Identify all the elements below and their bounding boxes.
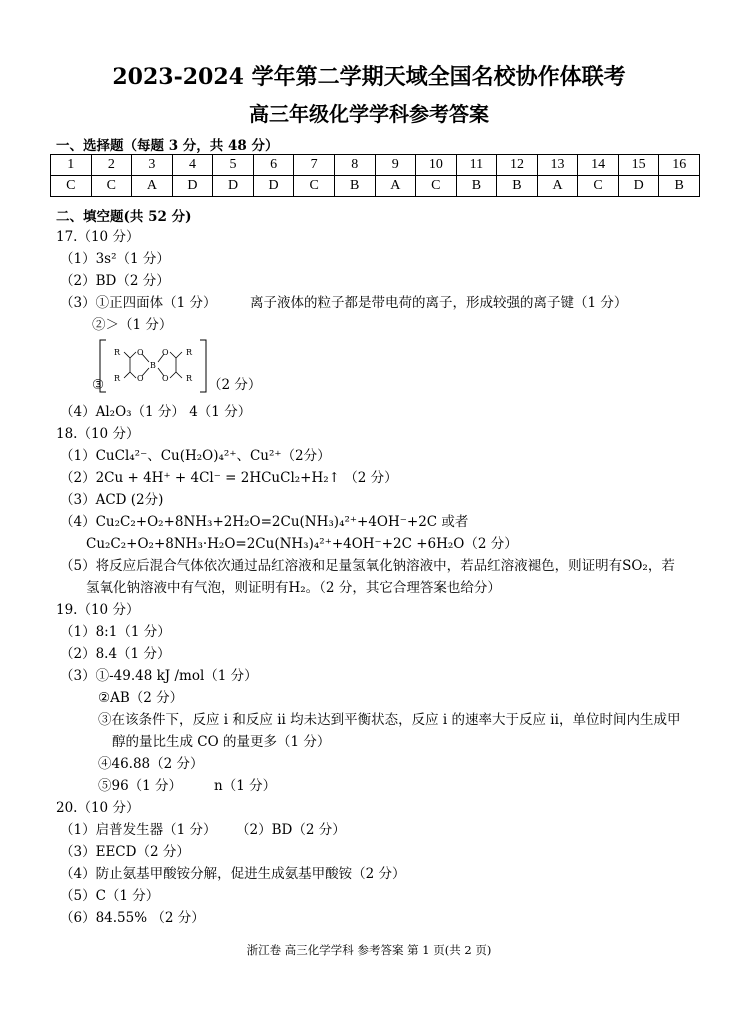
question-number-cell: 1 [51, 155, 92, 176]
question-number-cell: 8 [334, 155, 375, 176]
q19-answer-3-5a: ⑤96（1 分） [98, 778, 183, 794]
question-number-cell: 6 [253, 155, 294, 176]
struct-label: R [186, 374, 193, 383]
question-number-cell: 16 [659, 155, 700, 176]
q17-structure-prefix: ③ [92, 377, 105, 393]
answer-table [50, 154, 700, 197]
struct-label: R [114, 348, 121, 357]
q20-answer-6: （6）84.55% （2 分） [60, 910, 205, 926]
page-subtitle: 高三年级化学学科参考答案 [249, 102, 489, 126]
q17-heading: 17.（10 分） [56, 229, 140, 245]
question-number-cell: 15 [618, 155, 659, 176]
answer-cell: B [659, 176, 700, 197]
q20-answer-3: （3）EECD（2 分） [60, 844, 190, 860]
struct-label: R [114, 374, 121, 383]
answer-cell: B [456, 176, 497, 197]
question-number-cell: 5 [213, 155, 254, 176]
struct-label: O [137, 374, 144, 383]
answer-table-number-row [51, 155, 700, 176]
q19-answer-3-1: （3）①-49.48 kJ /mol（1 分） [60, 668, 258, 684]
q20-answer-4: （4）防止氨基甲酸铵分解，促进生成氨基甲酸铵（2 分） [60, 866, 406, 882]
struct-label: O [162, 348, 169, 357]
answer-table-answer-row [51, 176, 700, 197]
question-number-cell: 4 [172, 155, 213, 176]
q18-heading: 18.（10 分） [56, 426, 140, 442]
question-number-cell: 9 [375, 155, 416, 176]
answer-cell: C [51, 176, 92, 197]
borate-structure-diagram [98, 338, 208, 394]
section1-heading: 一、选择题（每题 3 分，共 48 分） [56, 138, 279, 154]
q19-answer-3-2: ②AB（2 分） [98, 690, 184, 706]
struct-label: B [150, 361, 156, 370]
question-number-cell: 10 [416, 155, 457, 176]
q17-answer-3b: 离子液体的粒子都是带电荷的离子，形成较强的离子键（1 分） [250, 295, 628, 311]
answer-cell: D [213, 176, 254, 197]
answer-cell: D [172, 176, 213, 197]
answer-cell: D [618, 176, 659, 197]
answer-cell: C [578, 176, 619, 197]
struct-label: O [162, 374, 169, 383]
q17-answer-3a: （3）①正四面体（1 分） [60, 295, 217, 311]
answer-cell: D [253, 176, 294, 197]
q19-answer-3-3-cont: 醇的量比生成 CO 的量更多（1 分） [112, 734, 331, 750]
page-title: 2023-2024 学年第二学期天域全国名校协作体联考 [112, 64, 626, 90]
answer-cell: A [375, 176, 416, 197]
q18-answer-1: （1）CuCl₄²⁻、Cu(H₂O)₄²⁺、Cu²⁺（2分） [60, 448, 331, 464]
q19-heading: 19.（10 分） [56, 602, 140, 618]
q19-answer-3-3: ③在该条件下，反应 i 和反应 ii 均未达到平衡状态，反应 i 的速率大于反应 ii，单位时间内生成甲 [98, 712, 681, 728]
answer-cell: C [91, 176, 132, 197]
question-number-cell: 3 [132, 155, 173, 176]
q18-answer-2: （2）2Cu + 4H⁺ + 4Cl⁻ = 2HCuCl₂+H₂↑ （2 分） [60, 470, 398, 486]
question-number-cell: 2 [91, 155, 132, 176]
q17-structure-score: （2 分） [208, 377, 262, 393]
q18-answer-4-alt: Cu₂C₂+O₂+8NH₃·H₂O=2Cu(NH₃)₄²⁺+4OH⁻+2C +6H₂O（2 分） [86, 536, 518, 552]
answer-cell: A [537, 176, 578, 197]
question-number-cell: 14 [578, 155, 619, 176]
struct-label: R [186, 348, 193, 357]
q17-answer-1: （1）3s²（1 分） [60, 251, 170, 267]
answer-cell: A [132, 176, 173, 197]
page-footer: 浙江卷 高三化学学科 参考答案 第 1 页(共 2 页) [246, 943, 492, 957]
section2-heading: 二、填空题(共 52 分) [56, 209, 192, 225]
q20-heading: 20.（10 分） [56, 800, 140, 816]
q19-answer-1: （1）8:1（1 分） [60, 624, 171, 640]
answer-cell: C [294, 176, 335, 197]
q18-answer-5-cont: 氢氧化钠溶液中有气泡，则证明有H₂。（2 分，其它合理答案也给分） [86, 580, 501, 596]
q19-answer-3-4: ④46.88（2 分） [98, 756, 204, 772]
q17-answer-4: （4）Al₂O₃（1 分） 4（1 分） [60, 404, 252, 420]
q19-answer-2: （2）8.4（1 分） [60, 646, 171, 662]
q20-answer-1: （1）启普发生器（1 分） [60, 822, 217, 838]
answer-cell: C [416, 176, 457, 197]
q18-answer-3: （3）ACD (2分) [60, 492, 164, 508]
q18-answer-5: （5）将反应后混合气体依次通过品红溶液和足量氢氧化钠溶液中，若品红溶液褪色，则证明有SO₂，若 [60, 558, 675, 574]
answer-cell: B [334, 176, 375, 197]
question-number-cell: 12 [497, 155, 538, 176]
question-number-cell: 7 [294, 155, 335, 176]
q17-answer-2: （2）BD（2 分） [60, 273, 170, 289]
q20-answer-2: （2）BD（2 分） [236, 822, 346, 838]
q19-answer-3-5b: n（1 分） [214, 778, 277, 794]
question-number-cell: 13 [537, 155, 578, 176]
q20-answer-5: （5）C（1 分） [60, 888, 160, 904]
q17-answer-3-2: ②＞（1 分） [92, 317, 173, 333]
question-number-cell: 11 [456, 155, 497, 176]
struct-label: O [137, 348, 144, 357]
q18-answer-4: （4）Cu₂C₂+O₂+8NH₃+2H₂O=2Cu(NH₃)₄²⁺+4OH⁻+2C 或者 [60, 514, 469, 530]
answer-cell: B [497, 176, 538, 197]
